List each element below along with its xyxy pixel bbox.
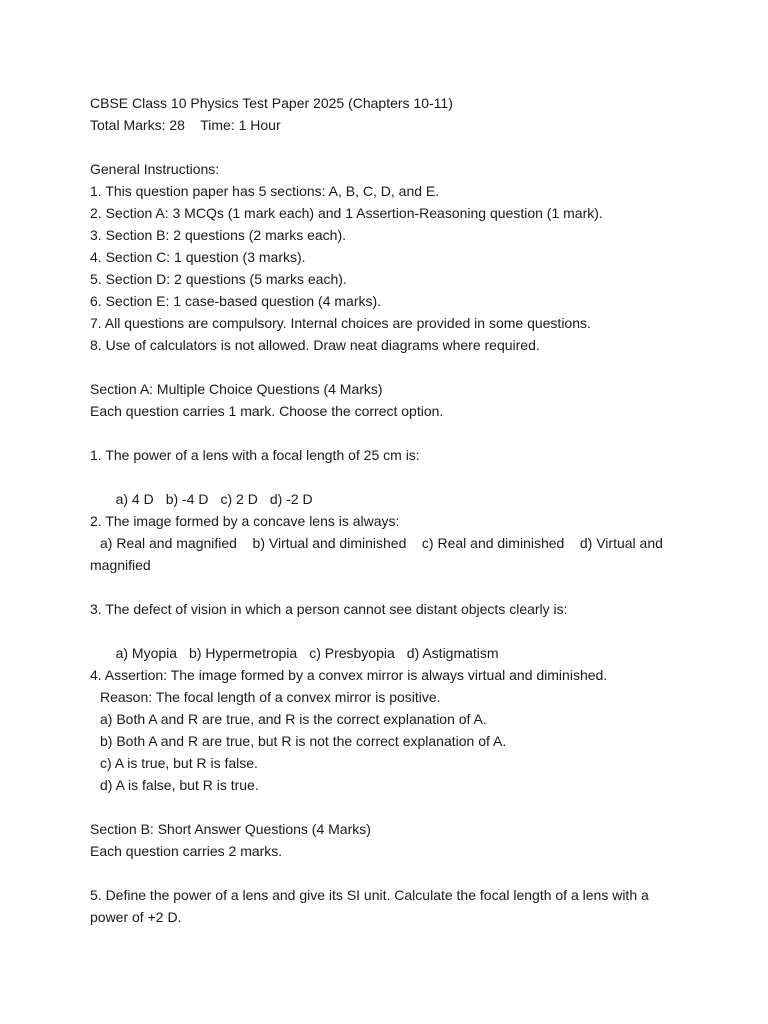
section-b-note: Each question carries 2 marks. — [90, 843, 283, 859]
option: a) 4 D — [115, 491, 154, 507]
marks-and-time: Total Marks: 28 Time: 1 Hour — [90, 117, 281, 133]
question-1: 1. The power of a lens with a focal length of 25 cm is: — [90, 447, 420, 463]
instruction-item: 6. Section E: 1 case-based question (4 marks). — [90, 293, 382, 309]
spacer — [90, 356, 690, 378]
question-3-options — [90, 620, 690, 661]
spacer — [90, 862, 690, 884]
question-5: 5. Define the power of a lens and give its SI unit. Calculate the focal length of a lens with a power of +2 D. — [90, 887, 649, 925]
question-4-reason: Reason: The focal length of a convex mirror is positive. — [100, 689, 441, 705]
option: a) Both A and R are true, and R is the correct explanation of A. — [100, 711, 487, 727]
question-4-assertion: 4. Assertion: The image formed by a convex mirror is always virtual and diminished. — [90, 667, 608, 683]
option: c) A is true, but R is false. — [100, 755, 258, 771]
spacer — [90, 422, 690, 444]
spacer — [90, 796, 690, 818]
section-a-note: Each question carries 1 mark. Choose the correct option. — [90, 403, 444, 419]
instruction-item: 7. All questions are compulsory. Internal choices are provided in some questions. — [90, 315, 591, 331]
question-2: 2. The image formed by a concave lens is always: — [90, 513, 400, 529]
instruction-item: 2. Section A: 3 MCQs (1 mark each) and 1 Assertion-Reasoning question (1 mark). — [90, 205, 603, 221]
instruction-item: 1. This question paper has 5 sections: A, B, C, D, and E. — [90, 183, 440, 199]
instruction-item: 4. Section C: 1 question (3 marks). — [90, 249, 306, 265]
option: b) -4 D — [165, 491, 209, 507]
option: d) -2 D — [269, 491, 313, 507]
section-a-heading: Section A: Multiple Choice Questions (4 Marks) — [90, 381, 383, 397]
option: a) Myopia — [115, 645, 178, 661]
option-line: a) Real and magnified b) Virtual and diminished c) Real and diminished d) Virtual and magnified — [90, 535, 667, 573]
question-3: 3. The defect of vision in which a person cannot see distant objects clearly is: — [90, 601, 568, 617]
section-b-heading: Section B: Short Answer Questions (4 Marks) — [90, 821, 371, 837]
instruction-item: 3. Section B: 2 questions (2 marks each). — [90, 227, 347, 243]
option: b) Hypermetropia — [189, 645, 298, 661]
question-1-options — [90, 466, 690, 507]
spacer — [90, 136, 690, 158]
instruction-item: 8. Use of calculators is not allowed. Draw neat diagrams where required. — [90, 337, 540, 353]
option: c) 2 D — [220, 491, 258, 507]
question-2-options — [90, 532, 690, 576]
option: b) Both A and R are true, but R is not the correct explanation of A. — [100, 733, 507, 749]
option: d) A is false, but R is true. — [100, 777, 259, 793]
spacer — [90, 576, 690, 598]
option: d) Astigmatism — [406, 645, 499, 661]
instructions-heading: General Instructions: — [90, 161, 220, 177]
document-page — [90, 92, 690, 928]
instruction-item: 5. Section D: 2 questions (5 marks each). — [90, 271, 347, 287]
paper-title: CBSE Class 10 Physics Test Paper 2025 (Chapters 10-11) — [90, 95, 453, 111]
option: c) Presbyopia — [309, 645, 395, 661]
